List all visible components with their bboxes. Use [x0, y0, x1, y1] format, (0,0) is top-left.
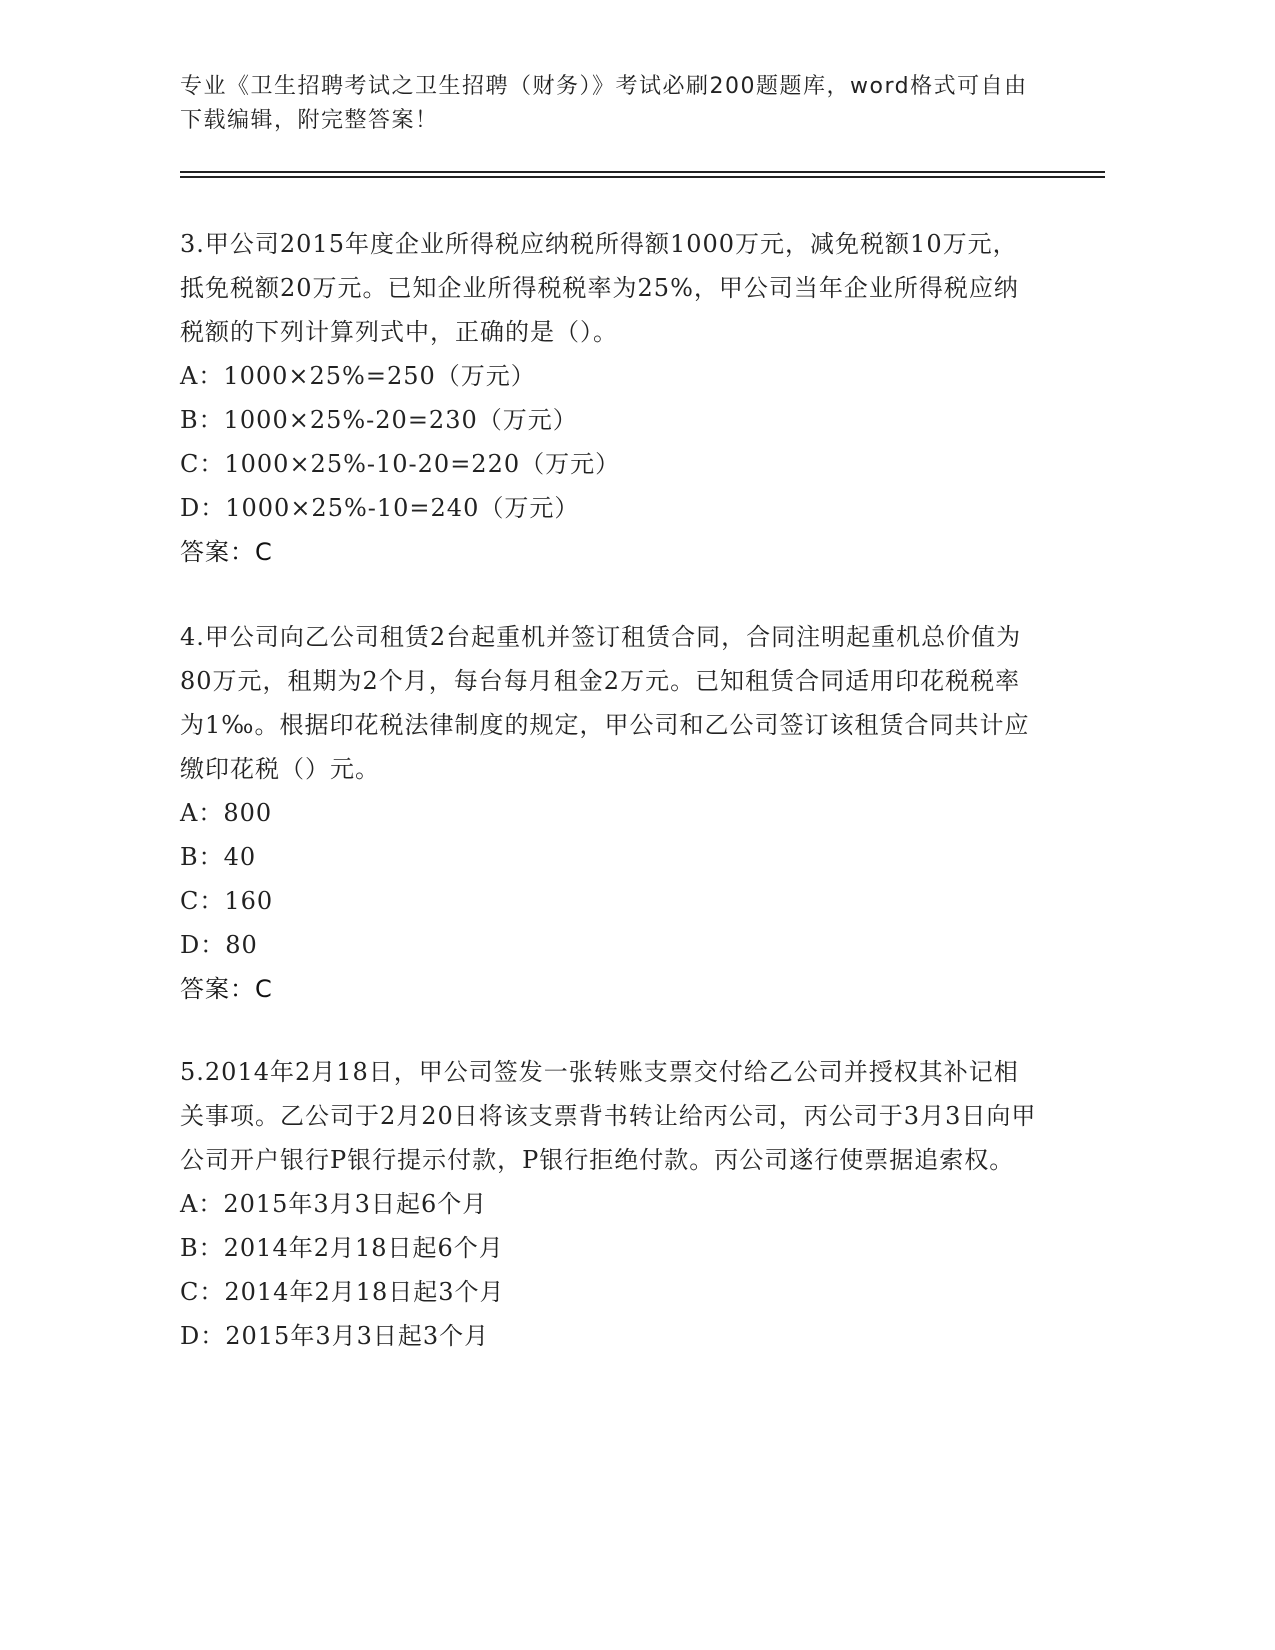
question-stem: 4.甲公司向乙公司租赁2台起重机并签订租赁合同，合同注明起重机总价值为80万元，租期为2个月，每台每月租金2万元。已知租赁合同适用印花税税率为1‰。根据印花税法律制度的规定，甲公司和乙公司签订该租赁合同共计应缴印花税（）元。	[180, 623, 1030, 783]
question-stem: 3.甲公司2015年度企业所得税应纳税所得额1000万元，减免税额10万元，抵免税额20万元。已知企业所得税税率为25%，甲公司当年企业所得税应纳税额的下列计算列式中，正确的是（）。	[180, 230, 1019, 346]
option-b: B：1000×25%-20=230（万元）	[180, 406, 578, 434]
option-c: C：1000×25%-10-20=220（万元）	[180, 450, 621, 478]
option-a: A：2015年3月3日起6个月	[180, 1190, 488, 1218]
question-4	[180, 615, 1040, 1011]
option-c: C：160	[180, 887, 274, 915]
question-5	[180, 1050, 1040, 1358]
option-a: A：800	[180, 799, 273, 827]
option-d: D：2015年3月3日起3个月	[180, 1322, 490, 1350]
header-divider-top	[180, 171, 1105, 173]
header-divider-bottom	[180, 176, 1105, 178]
option-d: D：80	[180, 931, 258, 959]
option-b: B：2014年2月18日起6个月	[180, 1234, 504, 1262]
question-3	[180, 222, 1040, 574]
option-a: A：1000×25%=250（万元）	[180, 362, 536, 390]
document-intro: 专业《卫生招聘考试之卫生招聘（财务）》考试必刷200题题库，word格式可自由下载编辑，附完整答案！	[180, 74, 1028, 133]
answer: 答案：C	[180, 975, 273, 1003]
option-b: B：40	[180, 843, 257, 871]
answer: 答案：C	[180, 538, 273, 566]
option-d: D：1000×25%-10=240（万元）	[180, 494, 580, 522]
question-stem: 5.2014年2月18日，甲公司签发一张转账支票交付给乙公司并授权其补记相关事项。乙公司于2月20日将该支票背书转让给丙公司，丙公司于3月3日向甲公司开户银行P银行提示付款，P银行拒绝付款。丙公司遂行使票据追索权。	[180, 1058, 1037, 1174]
option-c: C：2014年2月18日起3个月	[180, 1278, 505, 1306]
